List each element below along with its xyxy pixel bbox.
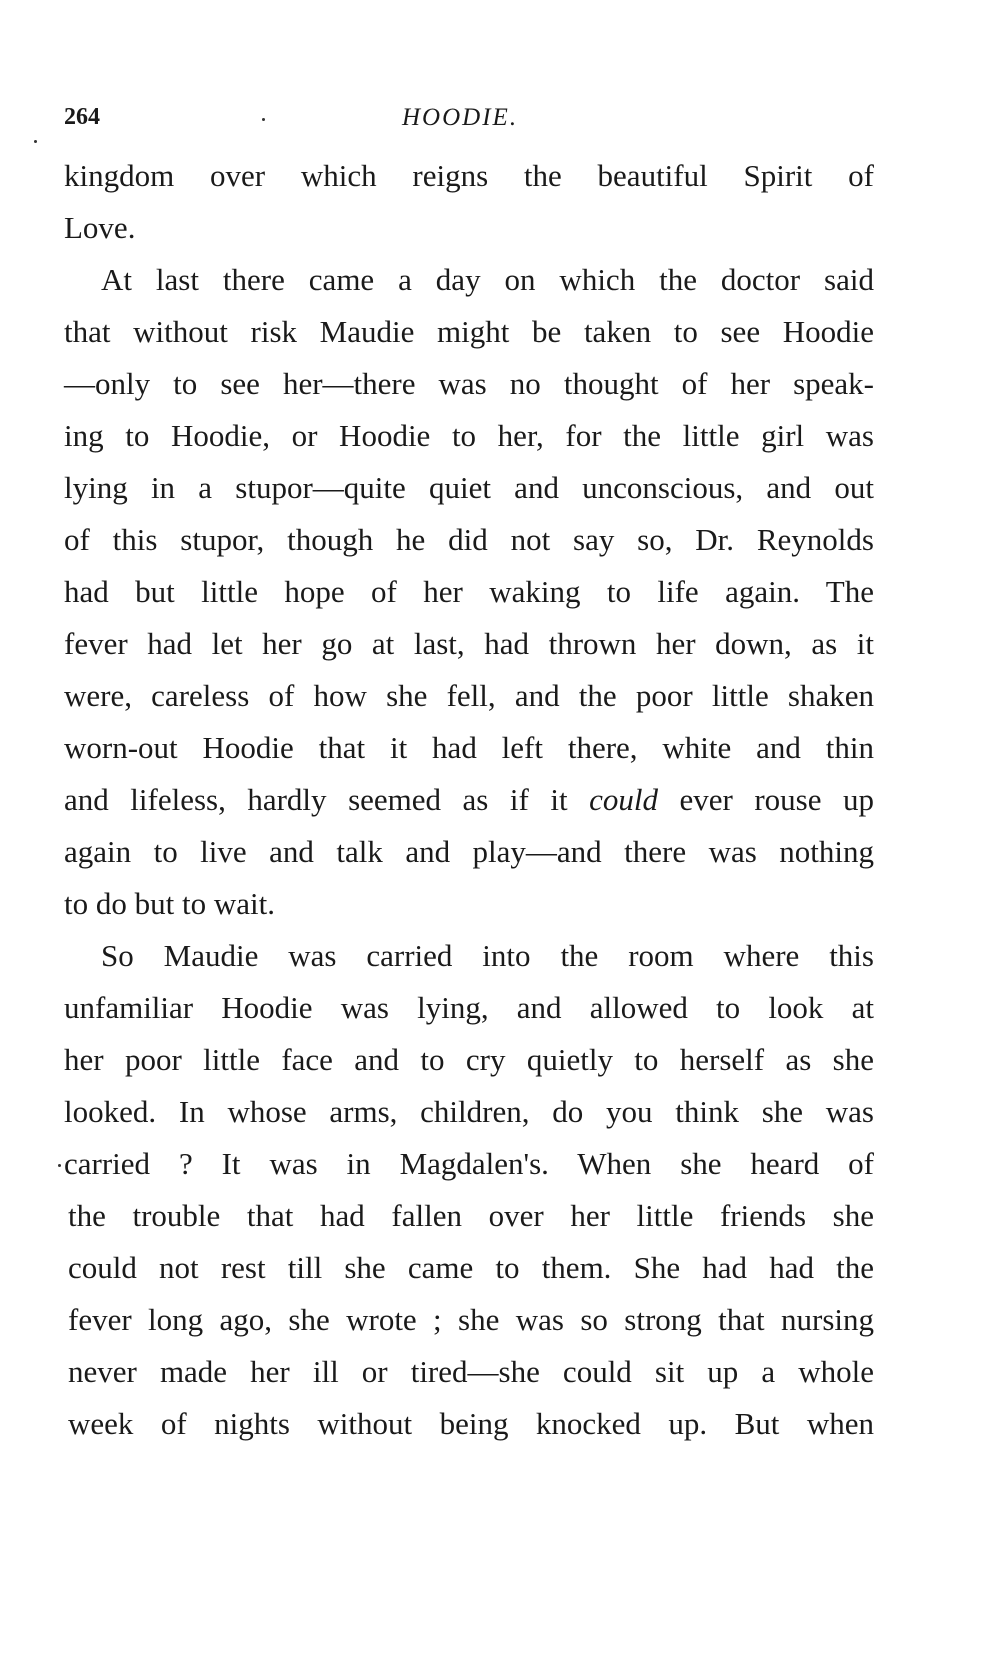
- ink-speck: [34, 140, 37, 143]
- text-line: [64, 778, 874, 822]
- ink-speck: [262, 118, 265, 121]
- text-line: lying in a stupor—quite quiet and unconscious, and out: [64, 470, 874, 505]
- text-line: At last there came a day on which the doctor said: [101, 262, 874, 297]
- text-line: worn-out Hoodie that it had left there, white and thin: [64, 730, 874, 765]
- text-segment: ever rouse up: [679, 782, 875, 817]
- text-line: carried ? It was in Magdalen's. When she heard of: [64, 1146, 874, 1181]
- text-line: were, careless of how she fell, and the poor little shaken: [64, 678, 874, 713]
- text-line: again to live and talk and play—and there was nothing: [64, 834, 874, 869]
- ink-speck: [58, 1164, 61, 1167]
- text-line: Love.: [64, 210, 136, 245]
- text-line: looked. In whose arms, children, do you think she was: [64, 1094, 874, 1129]
- page-number: 264: [64, 104, 100, 130]
- text-line: could not rest till she came to them. She had had the: [68, 1250, 874, 1285]
- text-line: had but little hope of her waking to life again. The: [64, 574, 874, 609]
- text-line: fever had let her go at last, had thrown her down, as it: [64, 626, 874, 661]
- text-line: to do but to wait.: [64, 886, 275, 921]
- running-title: HOODIE.: [402, 104, 519, 131]
- text-line: unfamiliar Hoodie was lying, and allowed to look at: [64, 990, 874, 1025]
- text-line: week of nights without being knocked up. But when: [68, 1406, 874, 1441]
- text-line: of this stupor, though he did not say so, Dr. Reynolds: [64, 522, 874, 557]
- text-line: fever long ago, she wrote ; she was so strong that nursing: [68, 1302, 874, 1337]
- text-line: —only to see her—there was no thought of her speak-: [64, 366, 874, 401]
- text-segment: and lifeless, hardly seemed as if it: [64, 782, 568, 817]
- text-line: So Maudie was carried into the room where this: [101, 938, 874, 973]
- text-line: that without risk Maudie might be taken to see Hoodie: [64, 314, 874, 349]
- text-line: the trouble that had fallen over her little friends she: [68, 1198, 874, 1233]
- text-line: never made her ill or tired—she could sit up a whole: [68, 1354, 874, 1389]
- emphasized-word: could: [589, 782, 658, 817]
- text-line: kingdom over which reigns the beautiful Spirit of: [64, 158, 874, 193]
- text-line: her poor little face and to cry quietly to herself as she: [64, 1042, 874, 1077]
- running-head: [64, 104, 934, 140]
- text-line: ing to Hoodie, or Hoodie to her, for the little girl was: [64, 418, 874, 453]
